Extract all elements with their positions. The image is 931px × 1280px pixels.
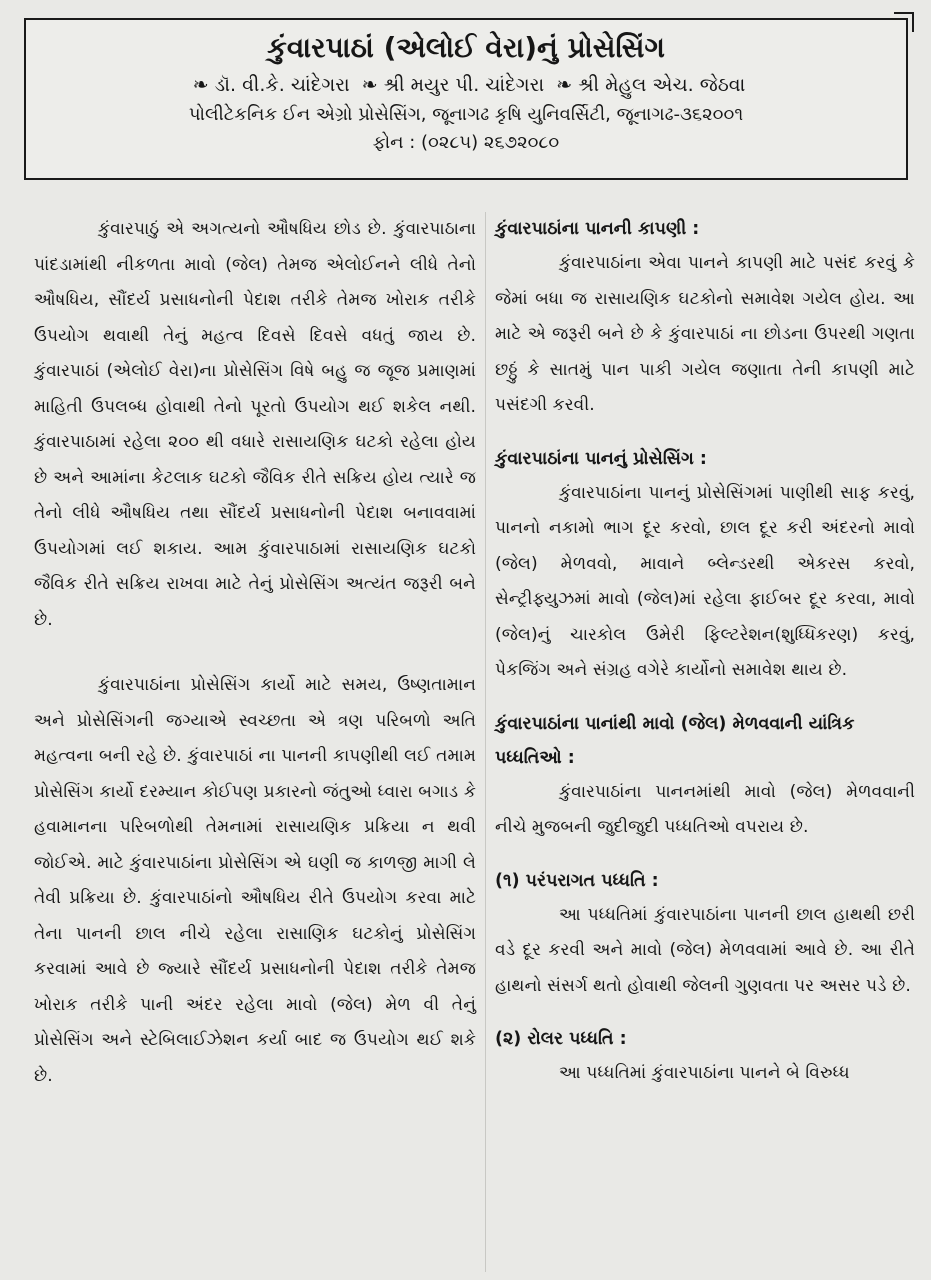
body-paragraph: કુંવારપાઠું એ અગત્યનો ઔષધિય છોડ છે. કુંવારપાઠાના પાંદડામાંથી નીકળતા માવો (જેલ) તેમજ એલોઈનને લીધે તેનો ઔષધિય, સૌંદર્ય પ્રસાધનોની પેદાશ તરીકે તેમજ ખોરાક તરીકે ઉપયોગ થવાથી તેનું મહત્વ દિવસે દિવસે વધતું જાય છે. કુંવારપાઠાં (એલોઈ વેરા)ના પ્રોસેસિંગ વિષે બહુ જ જૂજ પ્રમાણમાં માહિતી ઉપલબ્ધ હોવાથી તેનો પૂરતો ઉપયોગ થઈ શકેલ નથી. કુંવારપાઠામાં રહેલા ૨૦૦ થી વધારે રાસાયણિક ઘટકો રહેલા હોય છે અને આમાંના કેટલાક ઘટકો જૈવિક રીતે સક્રિય હોય ત્યારે જ તેનો લીધે ઔષધિય તથા સૌંદર્ય પ્રસાધનોની પેદાશ બનાવવામાં ઉપયોગમાં લઈ શકાય. આમ કુંવારપાઠામાં રાસાયણિક ઘટકો જૈવિક રીતે સક્રિય રાખવા માટે તેનું પ્રોસેસિંગ અત્યંત જરૂરી બને છે. <box>34 219 476 630</box>
phone-line: ફોન : (૦૨૮૫) ૨૬૭૨૦૮૦ <box>372 132 560 153</box>
section-paragraph: કુંવારપાઠાંના પાનનમાંથી માવો (જેલ) મેળવવાની નીચે મુજબની જુદીજુદી પધ્ધતિઓ વપરાય છે. <box>495 781 915 837</box>
author-name: શ્રી મયુર પી. ચાંદેગરા <box>383 74 545 96</box>
article-header-box <box>24 18 908 180</box>
author-bullet-icon: ❧ <box>361 74 378 96</box>
left-column <box>34 212 476 1094</box>
section-paragraph: આ પધ્ધતિમાં કુંવારપાઠાંના પાનને બે વિરુધ્ધ <box>559 1063 850 1083</box>
section-paragraph: કુંવારપાઠાંના એવા પાનને કાપણી માટે પસંદ કરવું કે જેમાં બધા જ રાસાયણિક ઘટકોનો સમાવેશ ગયેલ હોય. આ માટે એ જરૂરી બને છે કે કુંવારપાઠાં ના છોડના ઉપરથી ગણતા છઠ્ઠું કે સાતમું પાન પાકી ગયેલ જણાતા તેની કાપણી માટે પસંદગી કરવી. <box>495 253 915 415</box>
body-paragraph: કુંવારપાઠાંના પ્રોસેસિંગ કાર્યો માટે સમય, ઉષ્ણતામાન અને પ્રોસેસિંગની જગ્યાએ સ્વચ્છતા એ ત્રણ પરિબળો અતિ મહત્વના બની રહે છે. કુંવારપાઠાં ના પાનની કાપણીથી લઈ તમામ પ્રોસેસિંગ કાર્યો દરમ્યાન કોઈપણ પ્રકારનો જંતુઓ ધ્વારા બગાડ કે હવામાનના પરિબળોથી તેમનામાં રાસાયણિક પ્રક્રિયા ન થવી જોઈએ. માટે કુંવારપાઠાંના પ્રોસેસિંગ એ ઘણી જ કાળજી માગી લે તેવી પ્રક્રિયા છે. કુંવારપાઠાંનો ઔષધિય રીતે ઉપયોગ કરવા માટે તેના પાનની છાલ નીચે રહેલા રાસાણિક ઘટકોનું પ્રોસેસિંગ કરવામાં આવે છે જ્યારે સૌંદર્ય પ્રસાધનોની પેદાશ તરીકે તેમજ ખોરાક તરીકે પાની અંદર રહેલા માવો (જેલ) મેળ વી તેનું પ્રોસેસિંગ અને સ્ટેબિલાઈઝેશન કર્યા બાદ જ ઉપયોગ થઈ શકે છે. <box>34 675 476 1086</box>
author-bullet-icon: ❧ <box>556 74 573 96</box>
author-name: શ્રી મેહુલ એચ. જેઠવા <box>578 74 746 96</box>
section-heading: (૧) પરંપરાગત પધ્ધતિ : <box>495 870 659 891</box>
section-heading: કુંવારપાઠાંના પાનનું પ્રોસેસિંગ : <box>495 448 707 469</box>
institution-line: પોલીટેકનિક ઈન એગ્રો પ્રોસેસિંગ, જૂનાગઢ કૃષિ યુનિવર્સિટી, જૂનાગઢ-૩૬૨૦૦૧ <box>188 104 744 125</box>
right-column <box>495 212 915 1092</box>
author-name: ડૉ. વી.કે. ચાંદેગરા <box>214 74 350 96</box>
section-paragraph: આ પધ્ધતિમાં કુંવારપાઠાંના પાનની છાલ હાથથી છરી વડે દૂર કરવી અને માવો (જેલ) મેળવવામાં આવે છે. આ રીતે હાથનો સંસર્ગ થતો હોવાથી જેલની ગુણવતા પર અસર પડે છે. <box>495 904 915 996</box>
section-heading: કુંવારપાઠાંના પાનની કાપણી : <box>495 219 700 239</box>
column-divider <box>485 212 486 1272</box>
section-heading: (૨) રોલર પધ્ધતિ : <box>495 1029 627 1049</box>
article-title: કુંવારપાઠાં (એલોઈ વેરા)નું પ્રોસેસિંગ <box>267 31 665 64</box>
author-line <box>26 72 906 98</box>
section-heading: કુંવારપાઠાંના પાનાંથી માવો (જેલ) મેળવવાની યાંત્રિક પધ્ધતિઓ : <box>495 713 855 768</box>
author-bullet-icon: ❧ <box>192 74 209 96</box>
section-paragraph: કુંવારપાઠાંના પાનનું પ્રોસેસિંગમાં પાણીથી સાફ કરવું, પાનનો નકામો ભાગ દૂર કરવો, છાલ દૂર કરી અંદરનો માવો (જેલ) મેળવવો, માવાને બ્લેન્ડરથી એકરસ કરવો, સેન્ટ્રીફ્યુઝમાં માવો (જેલ)માં રહેલા ફાઈબર દૂર કરવા, માવો (જેલ)નું ચારકોલ ઉમેરી ફિલ્ટરેશન(શુધ્ધિકરણ) કરવું, પેકજિંગ અને સંગ્રહ વગેરે કાર્યોનો સમાવેશ થાય છે. <box>495 482 915 680</box>
